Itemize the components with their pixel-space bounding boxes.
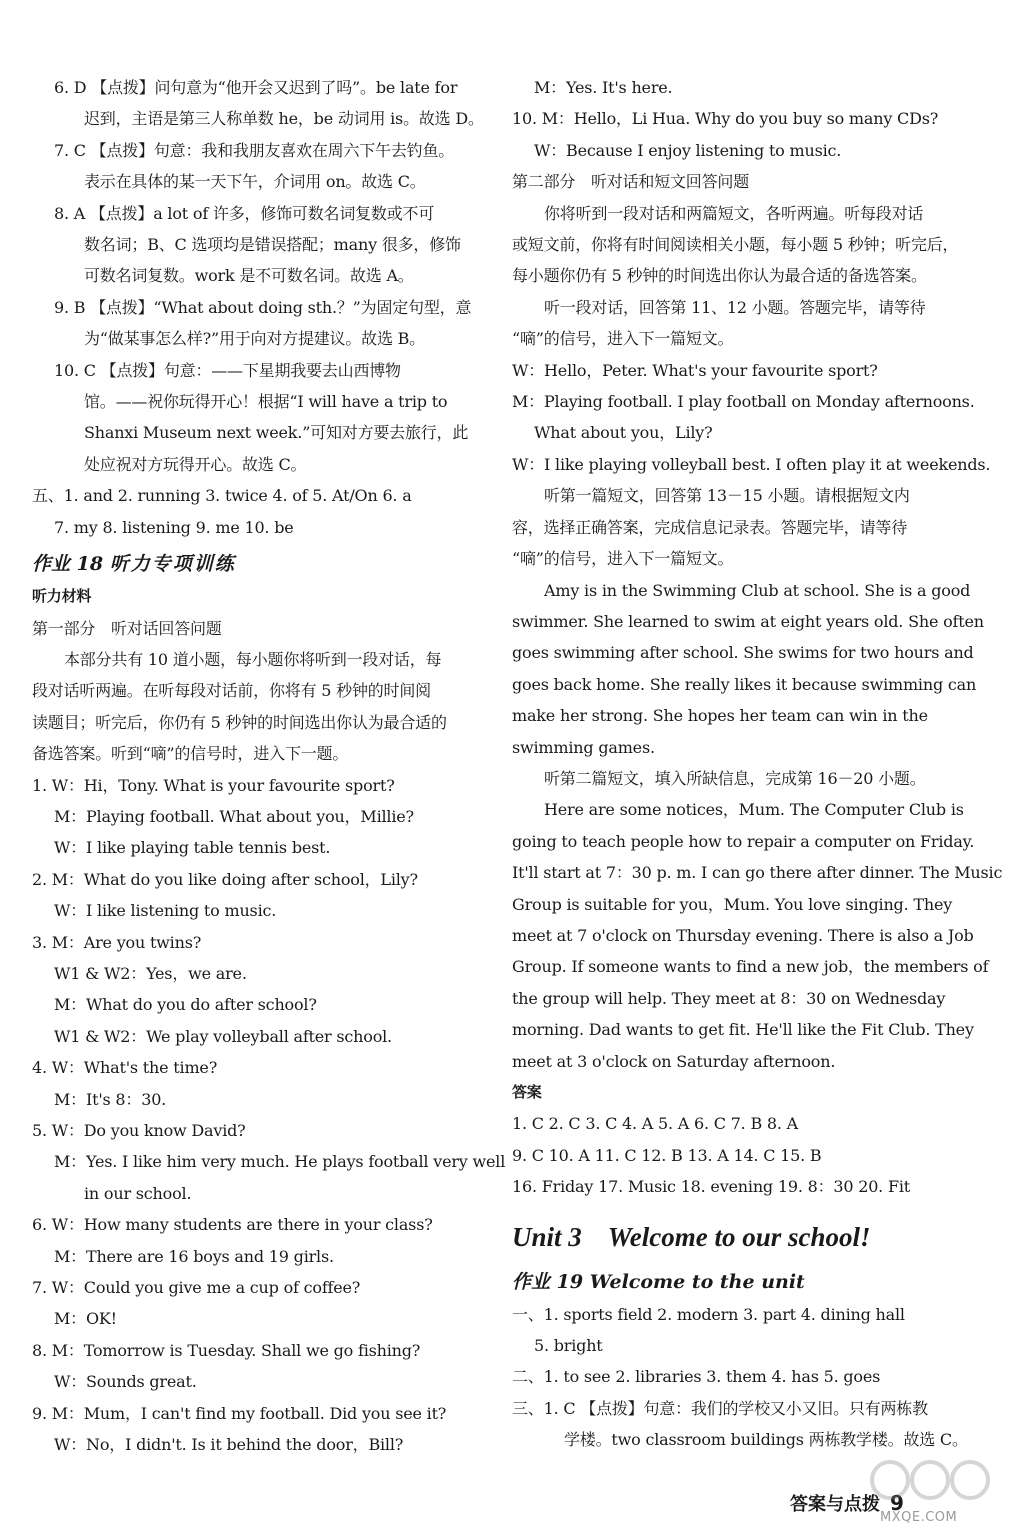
- right-column-line: 容，选择正确答案，完成信息记录表。答题完毕，请等待: [512, 517, 908, 537]
- right-lines: [512, 72, 1003, 1203]
- left-after-line: 听力材料: [32, 587, 92, 606]
- right-column-line: goes swimming after school. She swims for two hours and: [512, 643, 974, 663]
- left-column-line: 五、1. and 2. running 3. twice 4. of 5. At/On 6. a: [32, 486, 412, 506]
- right-column-line: goes back home. She really likes it because swimming can: [512, 674, 977, 694]
- left-after-line: W：Sounds great.: [54, 1372, 197, 1392]
- left-column: [32, 72, 506, 1460]
- right-column-line: make her strong. She hopes her team can win in the: [512, 706, 928, 726]
- left-after-line: 8. M：Tomorrow is Tuesday. Shall we go fishing?: [32, 1340, 421, 1360]
- right-column-line: swimming games.: [512, 737, 655, 757]
- homework-18-heading: [32, 547, 482, 581]
- left-after-line: 1. W：Hi，Tony. What is your favourite sport?: [32, 775, 395, 795]
- footer-label: 答案与点拨: [790, 1494, 880, 1515]
- watermark-logo-icon: [850, 1452, 1000, 1512]
- right-column-line: meet at 7 o'clock on Thursday evening. There is also a Job: [512, 925, 974, 945]
- left-column-line: 表示在具体的某一天下午，介词用 on。故选 C。: [84, 172, 426, 192]
- right-column-line: 听第二篇短文，填入所缺信息，完成第 16－20 小题。: [544, 768, 926, 788]
- left-lines: [32, 72, 482, 543]
- left-column-line: 可数名词复数。work 是不可数名词。故选 A。: [84, 266, 414, 286]
- left-after-line: 2. M：What do you like doing after school，Lily?: [32, 869, 418, 889]
- left-after-line: M：Yes. I like him very much. He plays football very well: [54, 1152, 506, 1172]
- left-after-line: W1 & W2：Yes，we are.: [54, 963, 247, 983]
- homework-19-answers: [512, 1299, 968, 1456]
- right-column-line: Amy is in the Swimming Club at school. She is a good: [544, 580, 971, 600]
- left-after-line: 4. W：What's the time?: [32, 1058, 218, 1078]
- left-after-line: M：There are 16 boys and 19 girls.: [54, 1246, 334, 1266]
- left-column-line: 6. D 【点拨】问句意为“他开会又迟到了吗”。be late for: [54, 78, 458, 97]
- left-after-line: W：No，I didn't. Is it behind the door，Bill?: [54, 1435, 404, 1455]
- homework-19-heading: [512, 1265, 964, 1299]
- watermark-text: MXQE.COM: [880, 1510, 958, 1525]
- unit-title: Welcome to our school!: [607, 1221, 871, 1252]
- right-column-line: W：Because I enjoy listening to music.: [534, 140, 842, 160]
- left-after-line: 3. M：Are you twins?: [32, 932, 202, 952]
- left-after-line: 5. W：Do you know David?: [32, 1121, 246, 1140]
- left-after-line: 6. W：How many students are there in your class?: [32, 1215, 433, 1235]
- right-column-line: Group is suitable for you，Mum. You love singing. They: [512, 894, 953, 914]
- homework-19-number: 作业 19: [512, 1270, 584, 1293]
- right-column-line: 答案: [512, 1083, 542, 1101]
- right-column-line: 第二部分 听对话和短文回答问题: [512, 172, 750, 192]
- left-column-line: 数名词；B、C 选项均是错误搭配；many 很多，修饰: [84, 235, 461, 255]
- right-column-line: 9. C 10. A 11. C 12. B 13. A 14. C 15. B: [512, 1145, 822, 1165]
- left-column-line: Shanxi Museum next week.”可知对方要去旅行，此: [84, 423, 469, 443]
- left-after-line: W：I like listening to music.: [54, 901, 277, 921]
- right-column-line: W：Hello，Peter. What's your favourite sport?: [512, 360, 878, 380]
- left-after-line: 备选答案。听到“嘀”的信号时，进入下一题。: [32, 744, 349, 764]
- right-column-line: Here are some notices，Mum. The Computer Club is: [544, 800, 964, 820]
- left-after-line: M：OK!: [54, 1309, 117, 1329]
- left-after-line: 7. W：Could you give me a cup of coffee?: [32, 1278, 361, 1298]
- right-column-line: 听第一篇短文，回答第 13－15 小题。请根据短文内: [544, 486, 910, 506]
- left-after-line: M：It's 8：30.: [54, 1089, 167, 1109]
- right-column-line: Group. If someone wants to find a new job，the members of: [512, 957, 989, 977]
- right-column-line: the group will help. They meet at 8：30 on Wednesday: [512, 988, 946, 1008]
- right-column-line: What about you，Lily?: [534, 423, 713, 443]
- right-column-line: It'll start at 7：30 p. m. I can go there after dinner. The Music: [512, 863, 1003, 883]
- left-column-line: 9. B 【点拨】“What about doing sth.？”为固定句型，意: [54, 297, 472, 317]
- right-column-line: morning. Dad wants to get fit. He'll like the Fit Club. They: [512, 1020, 974, 1040]
- right-after-line: 三、1. C 【点拨】句意：我们的学校又小又旧。只有两栋教: [512, 1398, 928, 1418]
- left-after-line: 读题目；听完后，你仍有 5 秒钟的时间选出你认为最合适的: [32, 712, 447, 732]
- right-column-line: 或短文前，你将有时间阅读相关小题，每小题 5 秒钟；听完后，: [512, 235, 959, 255]
- left-after-line: M：Playing football. What about you，Millie?: [54, 806, 414, 826]
- left-after-line: W1 & W2：We play volleyball after school.: [54, 1026, 392, 1046]
- left-column-line: 迟到，主语是第三人称单数 he，be 动词用 is。故选 D。: [84, 109, 484, 129]
- right-column-line: going to teach people how to repair a computer on Friday.: [512, 831, 975, 851]
- left-after-line: M：What do you do after school?: [54, 995, 317, 1015]
- right-column-line: “嘀”的信号，进入下一篇短文。: [512, 549, 734, 569]
- right-column-line: meet at 3 o'clock on Saturday afternoon.: [512, 1051, 836, 1071]
- right-column-line: 10. M：Hello，Li Hua. Why do you buy so many CDs?: [512, 109, 939, 129]
- right-column-line: swimmer. She learned to swim at eight years old. She often: [512, 611, 984, 631]
- listening-material: [32, 581, 506, 1460]
- left-after-line: in our school.: [84, 1183, 192, 1203]
- left-column-line: 8. A 【点拨】a lot of 许多，修饰可数名词复数或不可: [54, 203, 435, 223]
- left-column-line: 7. C 【点拨】句意：我和我朋友喜欢在周六下午去钓鱼。: [54, 140, 455, 160]
- left-column-line: 馆。——祝你玩得开心！根据“I will have a trip to: [84, 392, 448, 412]
- right-column-line: 1. C 2. C 3. C 4. A 5. A 6. C 7. B 8. A: [512, 1114, 799, 1134]
- left-after-line: 9. M：Mum，I can't find my football. Did you see it?: [32, 1403, 447, 1423]
- right-column-line: 每小题你仍有 5 秒钟的时间选出你认为最合适的备选答案。: [512, 266, 927, 286]
- left-column-line: 为“做某事怎么样?”用于向对方提建议。故选 B。: [84, 329, 425, 349]
- right-column-line: “嘀”的信号，进入下一篇短文。: [512, 329, 734, 349]
- left-after-line: W：I like playing table tennis best.: [54, 838, 331, 858]
- left-after-line: 段对话听两遍。在听每段对话前，你将有 5 秒钟的时间阅: [32, 681, 431, 701]
- page-number: 9: [890, 1491, 904, 1515]
- unit-number: Unit 3: [512, 1221, 582, 1252]
- right-column-line: 你将听到一段对话和两篇短文，各听两遍。听每段对话: [544, 203, 924, 223]
- right-column-line: 听一段对话，回答第 11、12 小题。答题完毕，请等待: [544, 297, 926, 317]
- left-column-line: 7. my 8. listening 9. me 10. be: [54, 517, 294, 537]
- homework-18-number: 作业 18: [32, 553, 104, 576]
- homework-18-title: 听力专项训练: [109, 553, 236, 576]
- right-after-line: 一、1. sports field 2. modern 3. part 4. dining hall: [512, 1304, 905, 1324]
- left-column-line: 处应祝对方玩得开心。故选 C。: [84, 454, 307, 474]
- right-column-line: W：I like playing volleyball best. I often play it at weekends.: [512, 454, 991, 474]
- left-column-line: 10. C 【点拨】句意：——下星期我要去山西博物: [54, 360, 401, 380]
- right-column-line: 16. Friday 17. Music 18. evening 19. 8：30 20. Fit: [512, 1177, 910, 1197]
- homework-19-title: Welcome to the unit: [589, 1270, 805, 1293]
- left-after-line: 本部分共有 10 道小题，每小题你将听到一段对话，每: [64, 649, 442, 669]
- left-after-line: 第一部分 听对话回答问题: [32, 618, 222, 638]
- unit-heading: [512, 1215, 964, 1259]
- right-column-line: M：Yes. It's here.: [534, 78, 673, 97]
- right-column: [512, 72, 1003, 1456]
- right-after-line: 学楼。two classroom buildings 两栋教学楼。故选 C。: [564, 1430, 968, 1450]
- right-after-line: 5. bright: [534, 1336, 603, 1356]
- right-after-line: 二、1. to see 2. libraries 3. them 4. has 5. goes: [512, 1367, 881, 1387]
- right-column-line: M：Playing football. I play football on Monday afternoons.: [512, 392, 975, 412]
